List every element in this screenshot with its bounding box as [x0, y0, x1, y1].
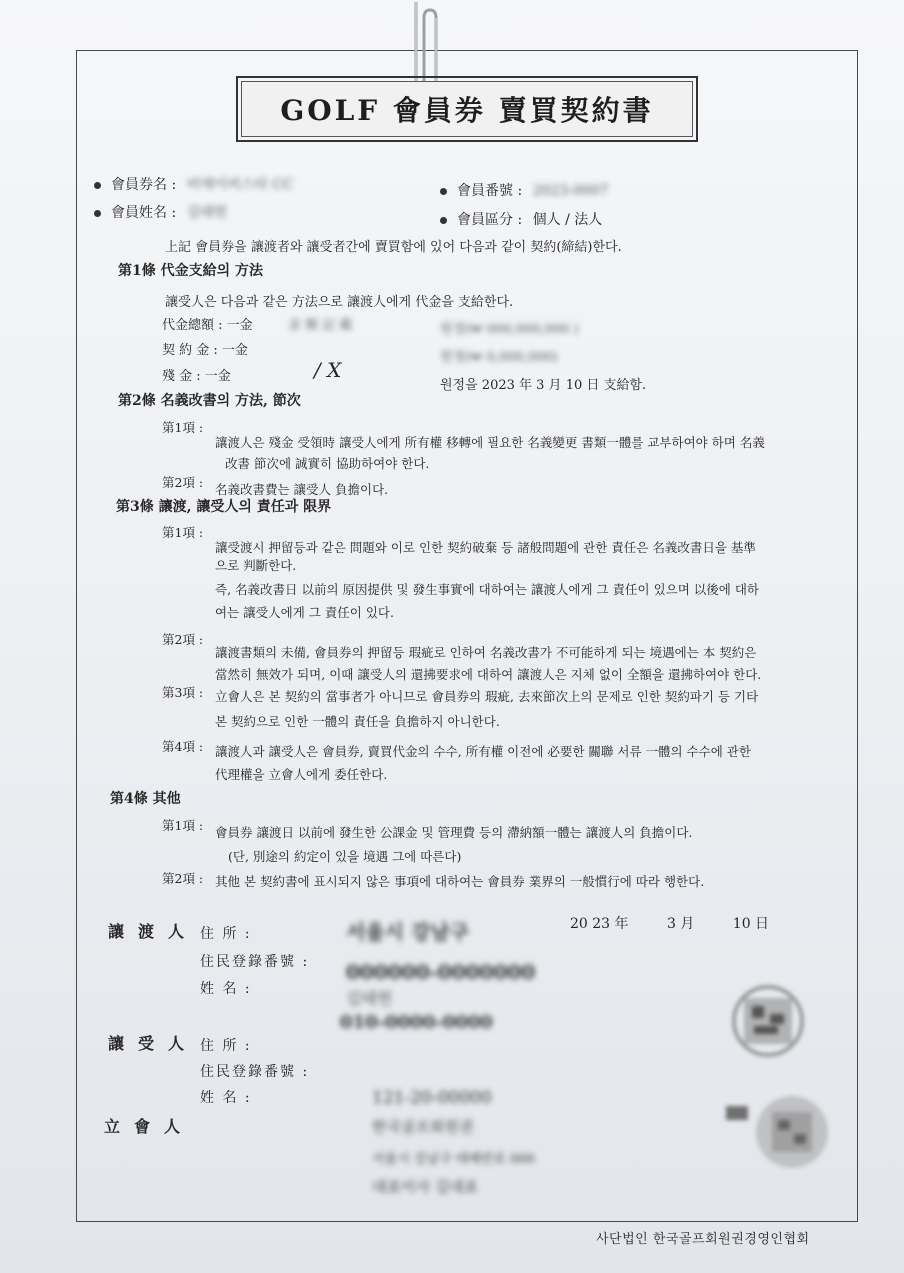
- transferor-seal-icon: [728, 984, 808, 1058]
- total-amount-value: 金 額 記 載: [288, 318, 353, 333]
- transferor-address-label: 住 所 :: [200, 926, 252, 942]
- transferee-label: 讓受人: [108, 1034, 199, 1053]
- article4-item2-label: 第2項 :: [162, 871, 204, 886]
- transferor-name-value: 김태헌: [346, 989, 393, 1008]
- transferor-name-label: 姓 名 :: [200, 981, 252, 997]
- bullet-icon: [94, 182, 101, 189]
- balance-handwritten-mark: / X: [314, 358, 342, 382]
- article3-item4-line2: 代理權을 立會人에게 委任한다.: [215, 767, 388, 782]
- article3-item1-line3: 즉, 名義改書日 以前의 原因提供 및 發生事實에 대하여는 讓渡人에게 그 責任이 있으며 以後에 대하: [215, 582, 760, 597]
- article2-item1-label: 第1項 :: [162, 420, 204, 435]
- article2-item2-line1: 名義改書費는 讓受人 負擔이다.: [215, 482, 389, 497]
- article3-item2-line2: 當然히 無效가 되며, 이때 讓受人의 還拂要求에 대하여 讓渡人은 지체 없이 全額을 還拂하여야 한다.: [215, 667, 762, 682]
- article3-item1-line4: 여는 讓受人에게 그 責任이 있다.: [215, 605, 394, 620]
- payment-date-text: 원정을 2023 年 3 月 10 日 支給함.: [440, 378, 647, 393]
- member-number-value: 2023-0007: [532, 183, 609, 199]
- transferor-rrn-label: 住民登錄番號 :: [200, 954, 310, 970]
- date-year: 20 23 年: [570, 916, 629, 932]
- total-amount-label: 代金總額 : 一金: [162, 318, 253, 333]
- article3-item2-label: 第2項 :: [162, 632, 204, 647]
- article3-item1-line2: 으로 判斷한다.: [215, 558, 297, 573]
- member-type-row: [440, 209, 602, 229]
- date-month: 3 月: [666, 916, 695, 932]
- transferor-label: 讓渡人: [108, 922, 199, 941]
- article2-item2-label: 第2項 :: [162, 475, 204, 490]
- article3-item1-label: 第1項 :: [162, 525, 204, 540]
- article2-item1-line1: 讓渡人은 殘金 受領時 讓受人에게 所有權 移轉에 필요한 名義變更 書類一體를 교부하여야 하며 名義: [215, 435, 765, 450]
- transferor-address-value: 서울시 강남구: [346, 920, 469, 944]
- witness-line1: 121-20-00000: [372, 1088, 492, 1108]
- witness-line2: 한국골프회원권: [372, 1118, 474, 1136]
- deposit-label: 契 約 金 : 一金: [162, 343, 248, 358]
- transferee-name-label: 姓 名 :: [200, 1090, 252, 1106]
- date-day: 10 日: [732, 916, 770, 932]
- article3-item1-line1: 讓受渡시 押留등과 같은 問題와 이로 인한 契約破棄 등 諸般問題에 관한 責任은 名義改書日을 基準: [215, 540, 756, 555]
- membership-name-label: 會員券名 :: [111, 177, 177, 193]
- article3-item3-line2: 본 契約으로 인한 一體의 責任을 負擔하지 아니한다.: [215, 714, 500, 729]
- transferor-extra-value: 010-0000-0000: [340, 1012, 493, 1033]
- bullet-icon: [440, 188, 447, 195]
- witness-label: 立會人: [104, 1117, 195, 1136]
- article3-item4-line1: 讓渡人과 讓受人은 會員券, 賣買代金의 수수, 所有權 이전에 必要한 關聯 서류 一體의 수수에 관한: [215, 744, 751, 759]
- intro-text: 上記 會員券을 讓渡者와 讓受者간에 賣買함에 있어 다음과 같이 契約(締結)한다.: [165, 240, 622, 255]
- article3-item3-line1: 立會人은 본 契約의 當事者가 아니므로 會員券의 瑕疵, 去來節次上의 문제로 인한 契約파기 등 기타: [215, 689, 759, 704]
- article3-item4-label: 第4項 :: [162, 739, 204, 754]
- article4-heading: 第4條 其他: [110, 791, 181, 807]
- association-footer: 사단법인 한국골프회원권경영인협회: [596, 1232, 810, 1247]
- witness-line4: 대표이사 김대표: [372, 1178, 479, 1196]
- article4-item1-line2: (단, 別途의 約定이 있을 境遇 그에 따른다): [228, 849, 462, 864]
- member-name-value: 김태헌: [186, 205, 228, 221]
- transferee-rrn-label: 住民登錄番號 :: [200, 1064, 310, 1080]
- member-number-label: 會員番號 :: [457, 183, 523, 199]
- article1-heading: 第1條 代金支給의 方法: [118, 263, 264, 279]
- article2-item1-line2: 改書 節次에 誠實히 協助하여야 한다.: [225, 456, 430, 471]
- deposit-value-right: 원정(₩ 0,000,000): [440, 350, 558, 365]
- witness-line3: 서울시 강남구 테헤란로 000: [372, 1152, 535, 1167]
- member-name-row: [94, 202, 227, 222]
- member-name-label: 會員姓名 :: [111, 205, 177, 221]
- transferee-address-label: 住 所 :: [200, 1038, 252, 1054]
- witness-seal-icon: [718, 1092, 834, 1172]
- article2-heading: 第2條 名義改書의 方法, 節次: [118, 393, 301, 409]
- article3-item2-line1: 讓渡書類의 未備, 會員券의 押留등 瑕疵로 인하여 名義改書가 不可能하게 되는 境遇에는 本 契約은: [215, 645, 757, 660]
- balance-label: 殘 金 : 一金: [162, 369, 231, 384]
- article4-item2-line1: 其他 본 契約書에 표시되지 않은 事項에 대하여는 會員券 業界의 一般慣行에 따라 행한다.: [215, 874, 705, 889]
- member-type-value: 個人 / 法人: [532, 212, 603, 228]
- article3-item3-label: 第3項 :: [162, 685, 204, 700]
- document-title: GOLF 會員券 賣買契約書: [241, 81, 693, 137]
- member-type-label: 會員區分 :: [457, 212, 523, 228]
- membership-name-value: 비에이비스타 CC: [186, 177, 294, 193]
- contract-date: [570, 913, 769, 933]
- article4-item1-line1: 會員券 讓渡日 以前에 發生한 公課金 및 管理費 등의 滯納額一體는 讓渡人의 負擔이다.: [215, 825, 693, 840]
- total-amount-right: 원정(₩ 000,000,000 ): [440, 322, 579, 337]
- member-number-row: [440, 180, 609, 200]
- article1-body: 讓受人은 다음과 같은 方法으로 讓渡人에게 代金을 支給한다.: [165, 295, 514, 310]
- title-box: [236, 76, 698, 142]
- article3-heading: 第3條 讓渡, 讓受人의 責任과 限界: [116, 499, 332, 515]
- membership-name-row: [94, 174, 294, 194]
- transferor-rrn-value: 000000-0000000: [346, 960, 536, 984]
- bullet-icon: [440, 217, 447, 224]
- article4-item1-label: 第1項 :: [162, 818, 204, 833]
- bullet-icon: [94, 210, 101, 217]
